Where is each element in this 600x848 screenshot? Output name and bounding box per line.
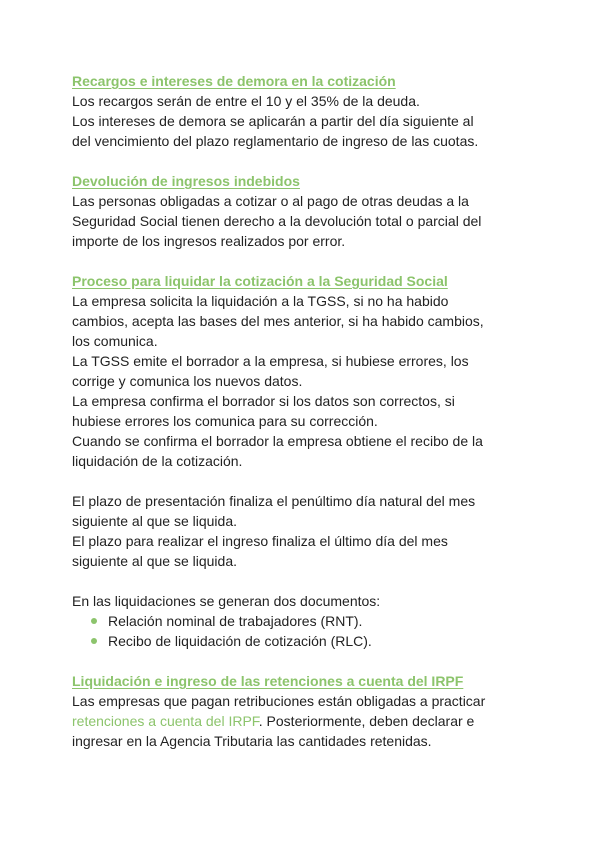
section-heading-devolucion: Devolución de ingresos indebidos (72, 173, 300, 189)
list-item-text: Recibo de liquidación de cotización (RLC). (108, 633, 372, 649)
paragraph-line: del vencimiento del plazo reglamentario de ingreso de las cuotas. (72, 133, 479, 149)
irpf-highlight-text: retenciones a cuenta del IRPF (72, 713, 259, 729)
document-content (72, 71, 542, 751)
bullet-dot-icon (91, 638, 97, 644)
paragraph-line: En las liquidaciones se generan dos documentos: (72, 593, 381, 609)
paragraph-line: siguiente al que se liquida. (72, 513, 238, 529)
paragraph-line: los comunica. (72, 333, 158, 349)
paragraph-line: El plazo de presentación finaliza el penúltimo día natural del mes (72, 493, 476, 509)
paragraph-line: La empresa confirma el borrador si los datos son correctos, si (72, 393, 455, 409)
paragraph-text: . Posteriormente, deben declarar e (258, 713, 475, 729)
spacer (72, 651, 542, 671)
paragraph-line: Los recargos serán de entre el 10 y el 35% de la deuda. (72, 93, 420, 109)
spacer (72, 471, 542, 491)
paragraph-line: siguiente al que se liquida. (72, 553, 238, 569)
paragraph-line: La empresa solicita la liquidación a la TGSS, si no ha habido (72, 293, 449, 309)
paragraph-line (72, 711, 542, 731)
paragraph-line: corrige y comunica los nuevos datos. (72, 373, 303, 389)
spacer (72, 251, 542, 271)
paragraph-line: liquidación de la cotización. (72, 453, 243, 469)
paragraph-line: Cuando se confirma el borrador la empresa obtiene el recibo de la (72, 433, 483, 449)
paragraph-line: Seguridad Social tienen derecho a la devolución total o parcial del (72, 213, 482, 229)
spacer (72, 151, 542, 171)
paragraph-line: Los intereses de demora se aplicarán a partir del día siguiente al (72, 113, 474, 129)
bullet-list (72, 611, 542, 651)
paragraph-line: cambios, acepta las bases del mes anterior, si ha habido cambios, (72, 313, 484, 329)
section-heading-irpf: Liquidación e ingreso de las retenciones a cuenta del IRPF (72, 673, 464, 689)
paragraph-line: Las empresas que pagan retribuciones están obligadas a practicar (72, 693, 486, 709)
paragraph-line: ingresar en la Agencia Tributaria las cantidades retenidas. (72, 733, 432, 749)
spacer (72, 571, 542, 591)
paragraph-line: La TGSS emite el borrador a la empresa, si hubiese errores, los (72, 353, 469, 369)
section-heading-recargos: Recargos e intereses de demora en la cotización (72, 73, 396, 89)
list-item (72, 611, 542, 631)
section-heading-proceso: Proceso para liquidar la cotización a la Seguridad Social (72, 273, 448, 289)
list-item-text: Relación nominal de trabajadores (RNT). (108, 613, 363, 629)
paragraph-line: El plazo para realizar el ingreso finaliza el último día del mes (72, 533, 448, 549)
list-item (72, 631, 542, 651)
bullet-dot-icon (91, 618, 97, 624)
paragraph-line: Las personas obligadas a cotizar o al pago de otras deudas a la (72, 193, 469, 209)
paragraph-line: hubiese errores los comunica para su corrección. (72, 413, 378, 429)
paragraph-line: importe de los ingresos realizados por error. (72, 233, 346, 249)
